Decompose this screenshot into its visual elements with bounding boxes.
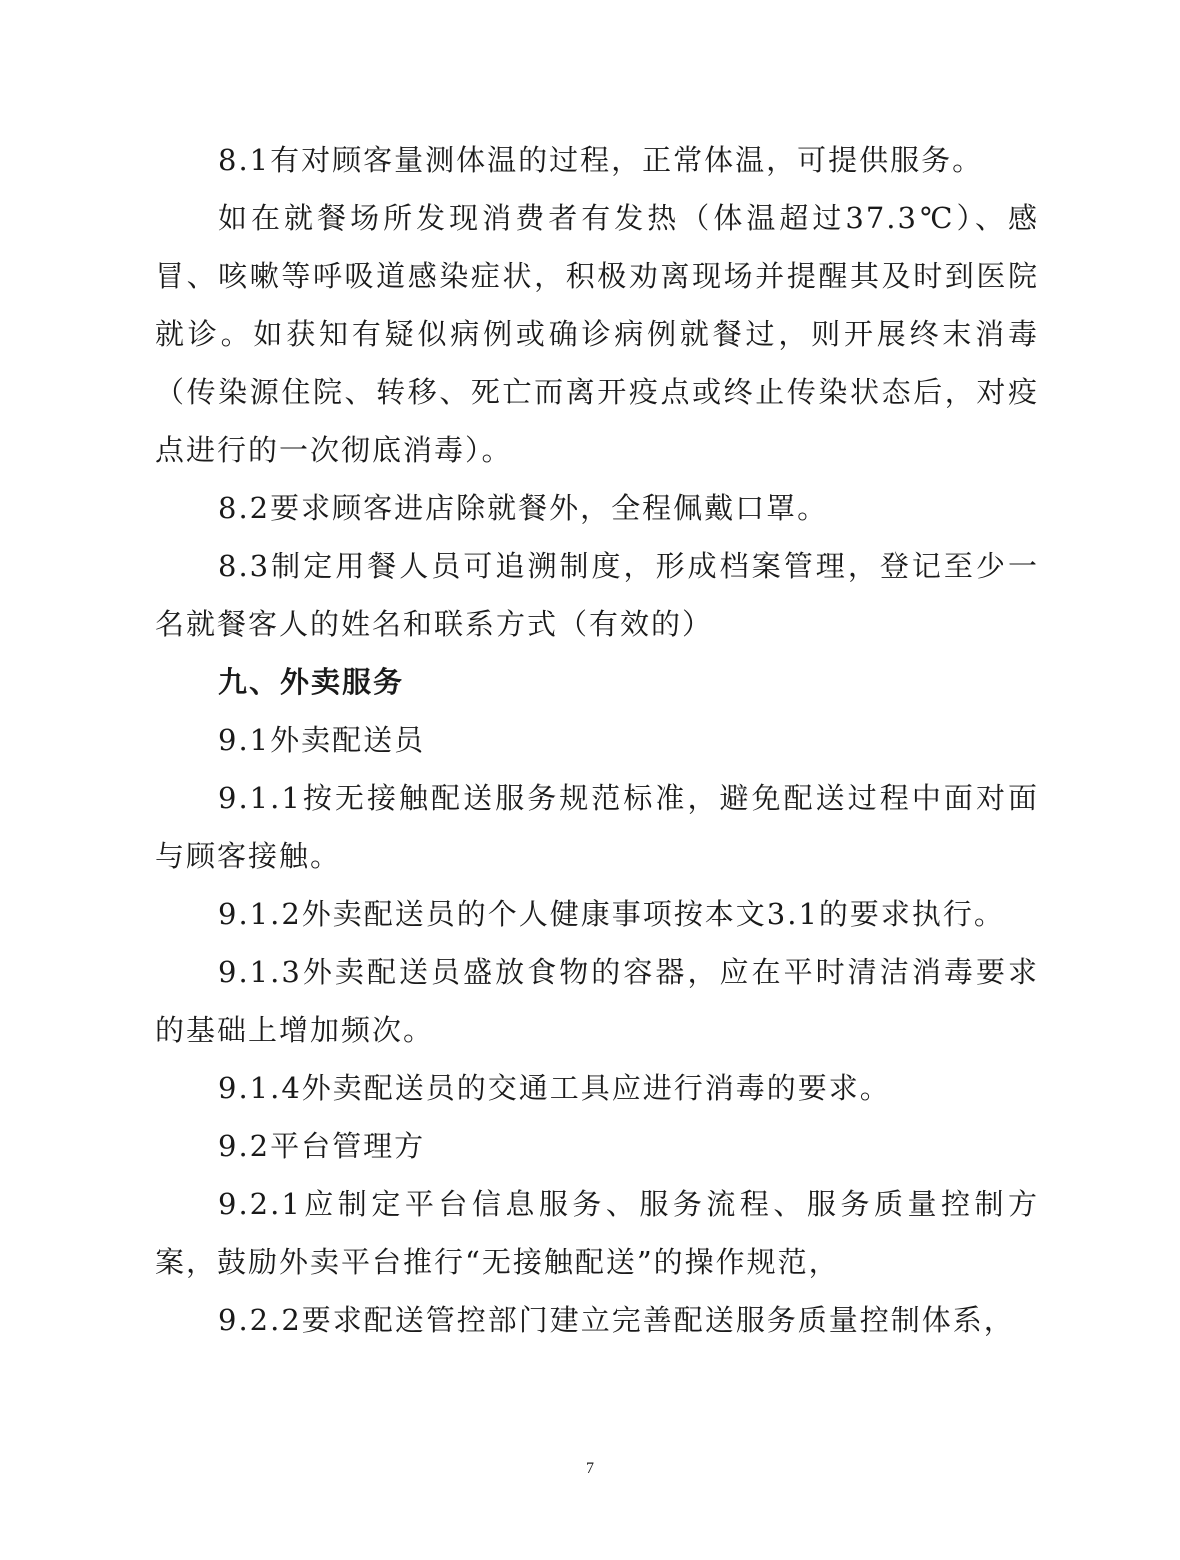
- paragraph-8-2: 8.2要求顾客进店除就餐外，全程佩戴口罩。: [218, 491, 829, 525]
- document-body: [155, 131, 1039, 1349]
- paragraph-8-1: 8.1有对顾客量测体温的过程，正常体温，可提供服务。: [218, 143, 984, 177]
- paragraph-9-1-1: 9.1.1按无接触配送服务规范标准，避免配送过程中面对面与顾客接触。: [155, 781, 1039, 873]
- page-number: 7: [586, 1460, 594, 1477]
- paragraph-9-2: 9.2平台管理方: [218, 1129, 426, 1163]
- paragraph-9-1-2: 9.1.2外卖配送员的个人健康事项按本文3.1的要求执行。: [218, 897, 1005, 931]
- paragraph-9-2-1: 9.2.1应制定平台信息服务、服务流程、服务质量控制方案，鼓励外卖平台推行“无接触配送”的操作规范，: [155, 1187, 1039, 1279]
- section-heading-9: 九、外卖服务: [218, 665, 405, 699]
- paragraph-8-3: 8.3制定用餐人员可追溯制度，形成档案管理，登记至少一名就餐客人的姓名和联系方式（有效的）: [155, 549, 1039, 641]
- paragraph-9-1-4: 9.1.4外卖配送员的交通工具应进行消毒的要求。: [218, 1071, 891, 1105]
- paragraph-9-1-3: 9.1.3外卖配送员盛放食物的容器，应在平时清洁消毒要求的基础上增加频次。: [155, 955, 1039, 1047]
- paragraph-fever-handling: 如在就餐场所发现消费者有发热（体温超过37.3℃）、感冒、咳嗽等呼吸道感染症状，积极劝离现场并提醒其及时到医院就诊。如获知有疑似病例或确诊病例就餐过，则开展终末消毒（传染源住院、转移、死亡而离开疫点或终止传染状态后，对疫点进行的一次彻底消毒）。: [155, 201, 1039, 467]
- paragraph-9-1: 9.1外卖配送员: [218, 723, 426, 757]
- paragraph-9-2-2: 9.2.2要求配送管控部门建立完善配送服务质量控制体系，: [218, 1303, 1015, 1337]
